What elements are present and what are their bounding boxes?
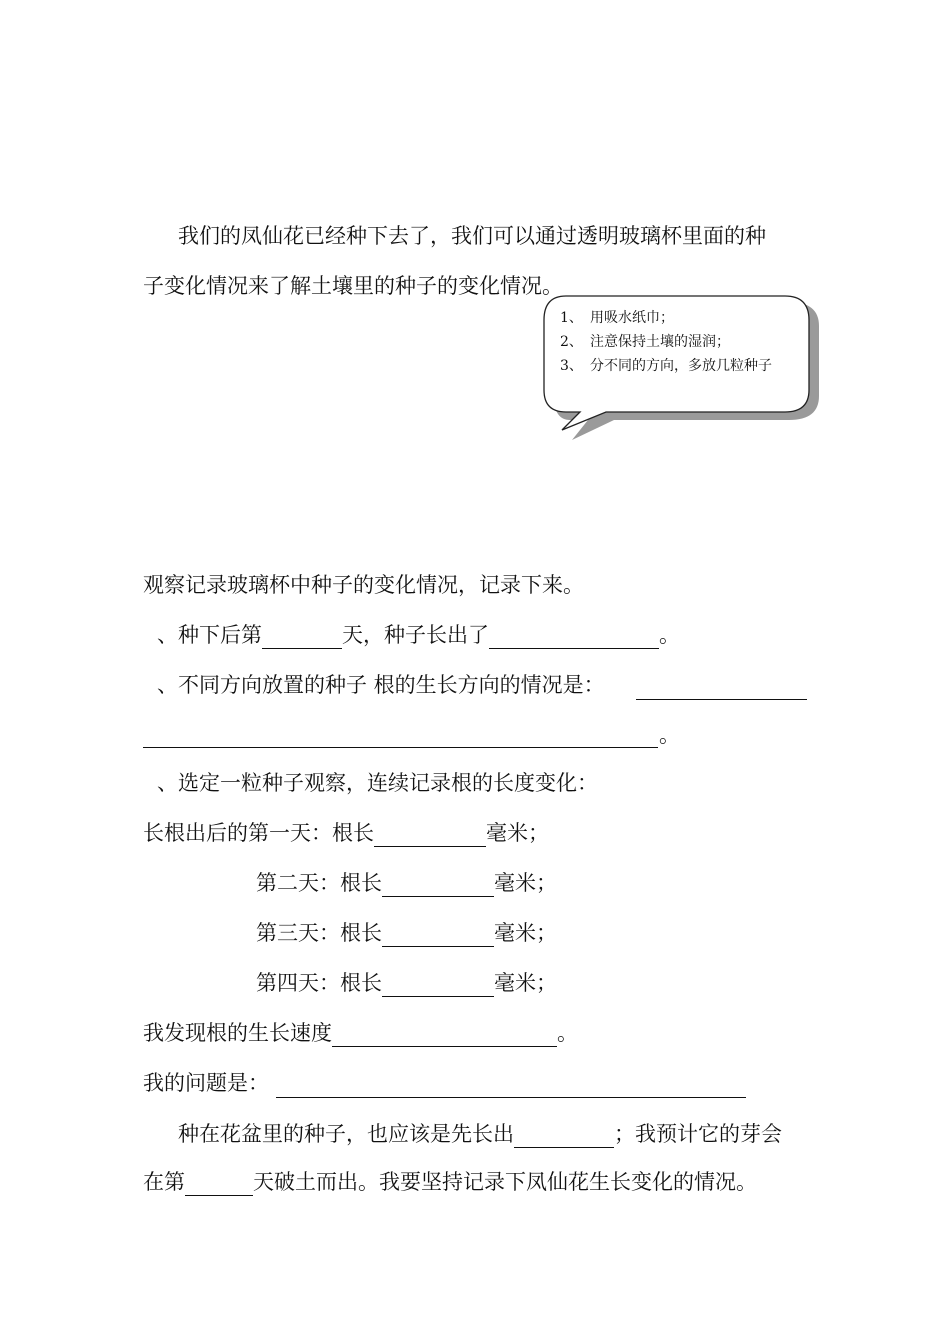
closing-line-1 — [178, 1120, 782, 1148]
tip-number: 3、 — [560, 358, 583, 374]
closing-2-prefix: 在第 — [143, 1170, 185, 1194]
day-2-row — [256, 869, 557, 897]
my-question-row — [143, 1069, 269, 1097]
tips-list — [560, 306, 796, 378]
day-4-length-blank[interactable] — [382, 974, 494, 997]
root-direction-blank-2[interactable] — [143, 725, 658, 748]
growth-speed-blank[interactable] — [332, 1024, 557, 1047]
sprout-day-blank[interactable] — [185, 1173, 253, 1196]
closing-2-suffix: 天破土而出。我要坚持记录下凤仙花生长变化的情况。 — [253, 1170, 757, 1194]
tip-text: 用吸水纸巾； — [590, 310, 674, 326]
day-count-blank[interactable] — [262, 626, 342, 649]
closing-1-prefix: 种在花盆里的种子，也应该是先长出 — [178, 1122, 514, 1146]
unit-label: 毫米； — [494, 871, 557, 895]
q1-middle: 天，种子长出了 — [342, 623, 489, 647]
tips-callout — [540, 292, 815, 432]
intro-line-2: 子变化情况来了解土壤里的种子的变化情况。 — [143, 274, 563, 298]
day-1-row — [143, 819, 549, 847]
day-4-label: 第四天：根长 — [256, 971, 382, 995]
finding-label: 我发现根的生长速度 — [143, 1021, 332, 1045]
unit-label: 毫米； — [486, 821, 549, 845]
intro-line-1: 我们的凤仙花已经种下去了，我们可以通过透明玻璃杯里面的种 — [178, 224, 766, 248]
closing-1-suffix: ；我预计它的芽会 — [614, 1122, 782, 1146]
day-2-label: 第二天：根长 — [256, 871, 382, 895]
root-direction-blank-1[interactable] — [636, 677, 807, 700]
tip-item — [560, 306, 796, 330]
my-question-label: 我的问题是： — [143, 1071, 269, 1095]
unit-label: 毫米； — [494, 971, 557, 995]
finding-row — [143, 1019, 578, 1047]
day-3-row — [256, 919, 557, 947]
finding-end: 。 — [557, 1021, 578, 1045]
q2-end: 。 — [659, 723, 680, 747]
tip-number: 2、 — [560, 334, 583, 350]
q2-prefix: 、不同方向放置的种子 根的生长方向的情况是： — [157, 673, 605, 697]
sprout-part-blank[interactable] — [489, 626, 659, 649]
observe-heading: 观察记录玻璃杯中种子的变化情况，记录下来。 — [143, 573, 584, 597]
closing-line-2 — [143, 1168, 757, 1196]
day-1-length-blank[interactable] — [374, 824, 486, 847]
question-2 — [157, 671, 605, 699]
tip-item — [560, 330, 796, 354]
day-3-length-blank[interactable] — [382, 924, 494, 947]
tip-text: 分不同的方向，多放几粒种子 — [590, 358, 772, 374]
tip-number: 1、 — [560, 310, 583, 326]
q1-end: 。 — [659, 623, 680, 647]
tip-text: 注意保持土壤的湿润； — [590, 334, 730, 350]
question-1 — [157, 621, 680, 649]
unit-label: 毫米； — [494, 921, 557, 945]
day-4-row — [256, 969, 557, 997]
q1-prefix: 、种下后第 — [157, 623, 262, 647]
first-growth-blank[interactable] — [514, 1125, 614, 1148]
day-2-length-blank[interactable] — [382, 874, 494, 897]
day-3-label: 第三天：根长 — [256, 921, 382, 945]
day-1-label: 长根出后的第一天：根长 — [143, 821, 374, 845]
tip-item — [560, 354, 796, 378]
question-3: 、选定一粒种子观察，连续记录根的长度变化： — [157, 771, 598, 795]
my-question-blank[interactable] — [276, 1075, 746, 1098]
